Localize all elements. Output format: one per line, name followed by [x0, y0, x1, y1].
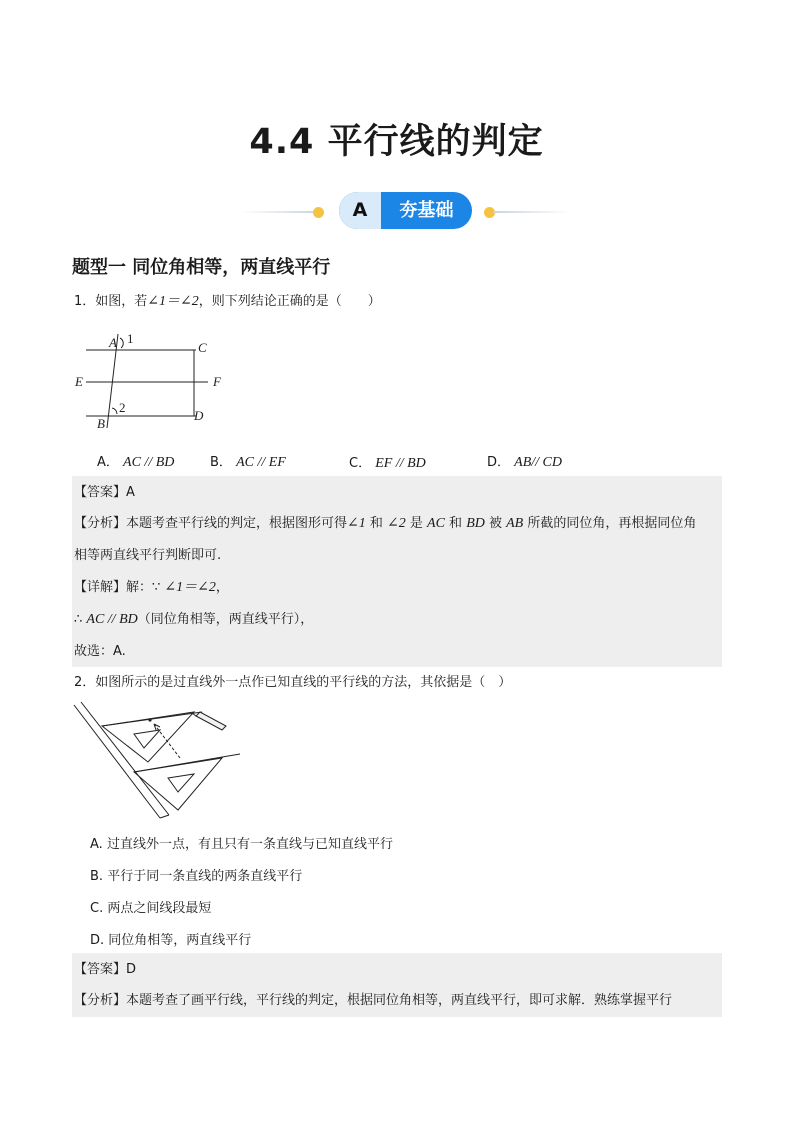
analysis-text: 和: [365, 516, 388, 531]
banner-right-line: [493, 211, 571, 213]
q1-option-c[interactable]: [349, 452, 426, 472]
option-key: B．: [210, 455, 232, 470]
answer-tag: 【答案】: [74, 485, 127, 500]
option-text: EF // BD: [375, 456, 426, 471]
q2-analysis: [74, 991, 722, 1011]
banner-left-line: [240, 211, 318, 213]
label-a: A: [109, 335, 117, 350]
segment-ac: AC: [427, 516, 445, 531]
analysis-text: 是: [405, 516, 428, 531]
ruler-end: [160, 815, 169, 818]
therefore-symbol: ∴: [74, 612, 87, 627]
label-d: D: [194, 408, 204, 423]
angle-1-arc: [120, 338, 123, 348]
q1-condition: ∠1＝∠2: [147, 294, 199, 309]
analysis-text: 本题考查了画平行线，平行线的判定，根据同位角相等，两直线平行，即可求解．熟练掌握平行: [126, 993, 673, 1008]
option-text: 同位角相等，两直线平行: [108, 933, 252, 948]
q2-figure: [72, 700, 247, 822]
segment-ab: AB: [506, 516, 524, 531]
q2-answer: [74, 960, 136, 980]
set-square-upper-hole: [134, 730, 160, 748]
detail-text: 解：∵: [126, 580, 165, 595]
label-e: E: [75, 374, 83, 389]
q1-option-d[interactable]: [487, 451, 562, 471]
q1-detail-line-3: 故选：A.: [74, 644, 126, 659]
option-text: AC // BD: [123, 455, 175, 470]
q1-answer: [74, 483, 135, 503]
q2-option-a[interactable]: [90, 833, 393, 852]
detail-text: ，: [215, 580, 229, 595]
point-mark: [148, 718, 151, 721]
q2-stem: 2．如图所示的是过直线外一点作已知直线的平行线的方法，其依据是（ ）: [74, 675, 512, 690]
analysis-text: 所截的同位角，再根据同位角: [523, 516, 697, 531]
q2-option-d[interactable]: [90, 929, 251, 948]
option-key: C．: [349, 456, 372, 471]
q1-figure: [72, 328, 242, 436]
detail-condition: ∠1＝∠2: [164, 580, 216, 595]
detail-text: （同位角相等，两直线平行），: [137, 612, 314, 627]
q1-analysis-line-2: 相等两直线平行判断即可.: [74, 548, 222, 563]
q2-option-b[interactable]: [90, 865, 302, 884]
banner-letter: A: [339, 192, 381, 229]
q1-option-a[interactable]: [97, 451, 174, 471]
option-text: 两点之间线段最短: [107, 901, 212, 916]
label-c: C: [198, 340, 207, 355]
translate-arrow: [154, 724, 180, 758]
analysis-text: 被: [484, 516, 507, 531]
label-1: 1: [127, 331, 134, 346]
analysis-tag: 【分析】: [74, 993, 127, 1008]
pencil: [196, 712, 226, 730]
q1-option-b[interactable]: [210, 451, 286, 471]
angle-1: ∠1: [347, 516, 366, 531]
option-key: B.: [90, 869, 104, 884]
option-text: AB// CD: [514, 455, 562, 470]
analysis-text: 和: [444, 516, 467, 531]
analysis-text: 本题考查平行线的判定，根据图形可得: [126, 516, 348, 531]
label-b: B: [97, 416, 105, 431]
q1-detail-line-1: [74, 578, 229, 598]
q1-analysis-line-1: [74, 514, 696, 534]
angle-2-arc: [112, 408, 117, 414]
option-text: 过直线外一点，有且只有一条直线与已知直线平行: [106, 837, 393, 852]
q2-option-c[interactable]: [90, 897, 211, 916]
set-square-lower-hole: [168, 774, 194, 792]
q1-stem-prefix: 1．如图，若: [74, 294, 148, 309]
banner-label: 夯基础: [399, 200, 454, 221]
q1-detail-line-2: [74, 610, 313, 630]
label-2: 2: [119, 400, 126, 415]
detail-conclusion: AC // BD: [86, 612, 138, 627]
answer-tag: 【答案】: [74, 962, 127, 977]
analysis-tag: 【分析】: [74, 516, 127, 531]
arrow-head: [154, 724, 160, 730]
option-key: D.: [90, 933, 105, 948]
option-text: 平行于同一条直线的两条直线平行: [107, 869, 303, 884]
detail-tag: 【详解】: [74, 580, 127, 595]
q1-solution-box: [72, 476, 722, 667]
option-key: A．: [97, 455, 119, 470]
option-key: D．: [487, 455, 511, 470]
banner-left-dot: [313, 207, 324, 218]
section-heading: 题型一 同位角相等，两直线平行: [72, 257, 331, 278]
set-square-lower: [134, 758, 222, 810]
option-text: AC // EF: [236, 455, 286, 470]
option-key: C.: [90, 901, 104, 916]
page-title: 4.4 平行线的判定: [249, 122, 544, 162]
answer-value: A: [126, 485, 135, 500]
q1-stem: [74, 292, 381, 312]
option-key: A.: [90, 837, 103, 852]
section-banner: [339, 192, 472, 229]
label-f: F: [213, 374, 221, 389]
angle-2: ∠2: [387, 516, 406, 531]
answer-value: D: [126, 962, 137, 977]
q1-stem-suffix: ，则下列结论正确的是（ ）: [198, 294, 381, 309]
segment-bd: BD: [466, 516, 485, 531]
set-square-upper: [102, 712, 194, 762]
